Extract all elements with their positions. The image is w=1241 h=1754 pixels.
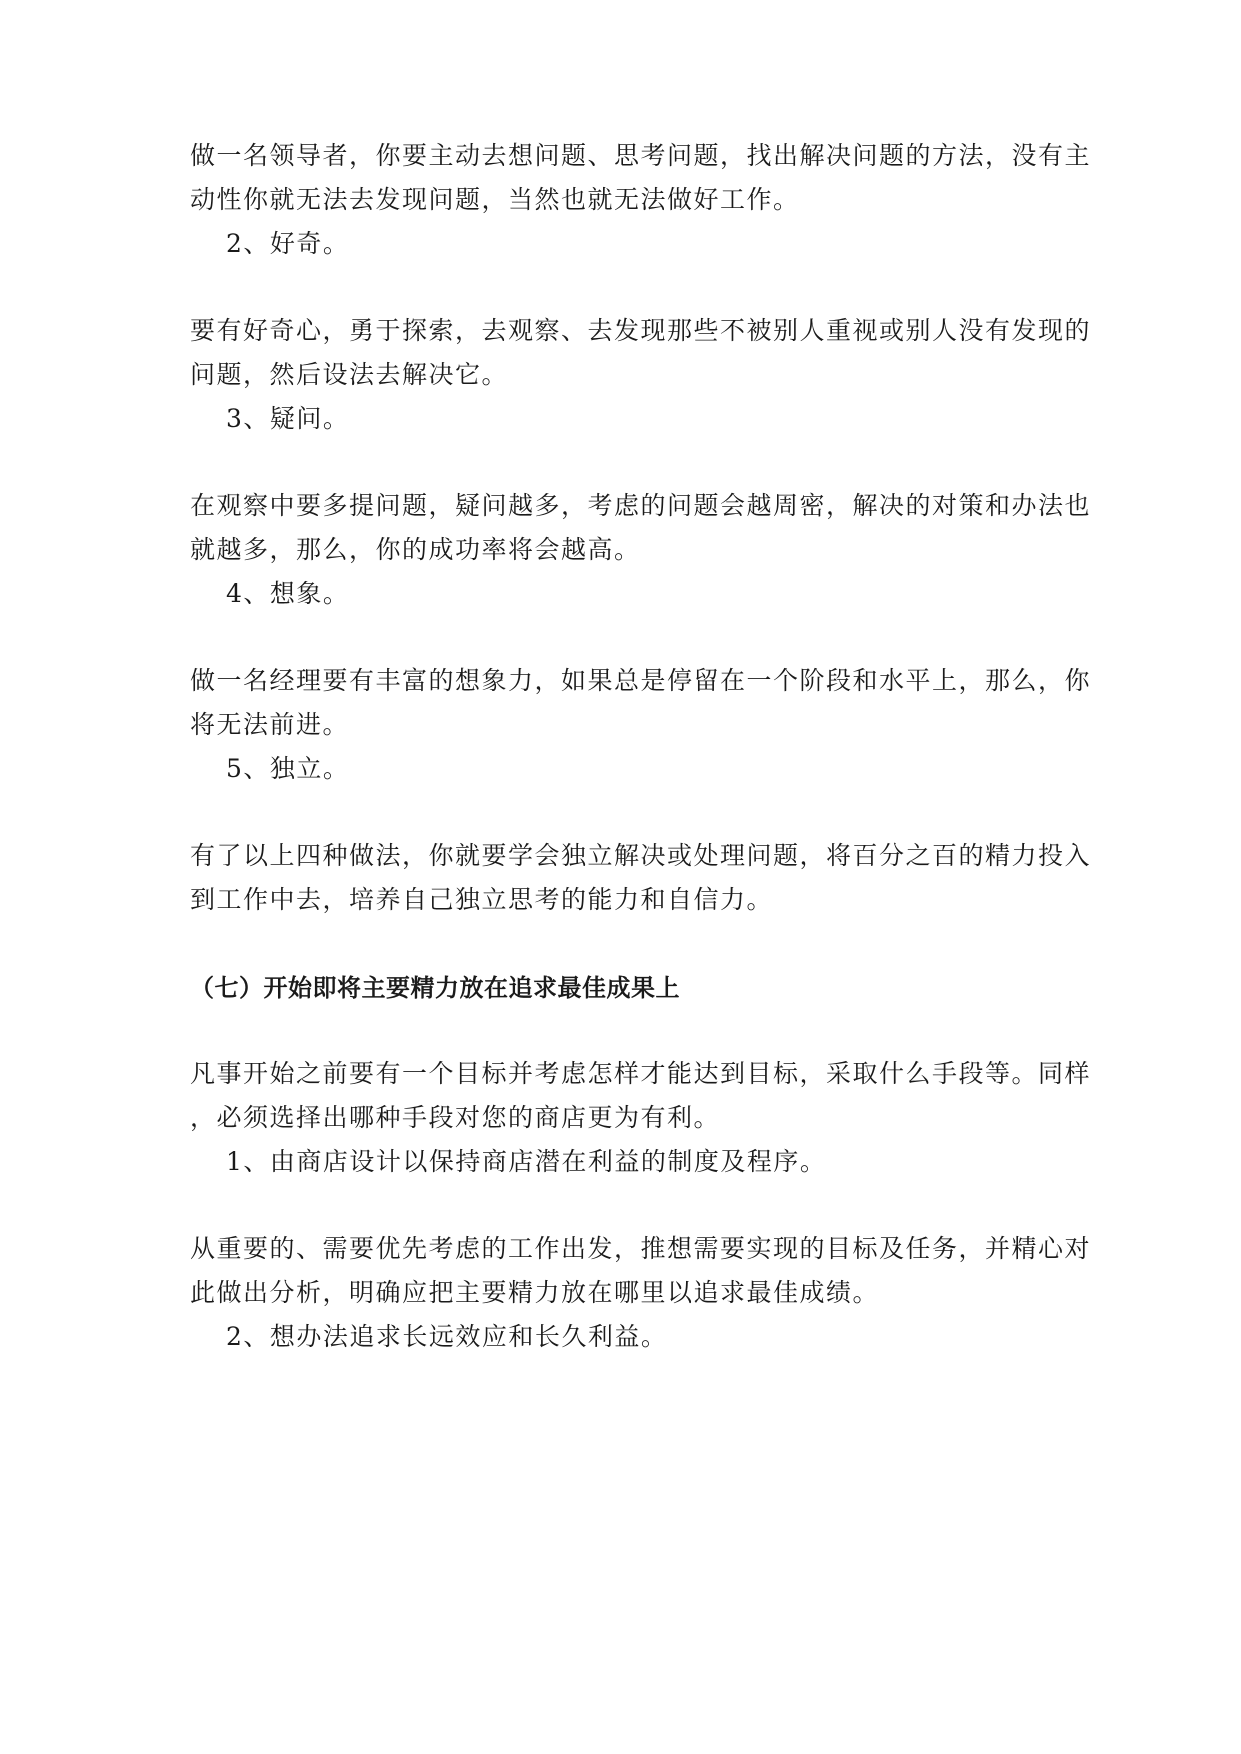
paragraph-line: 在观察中要多提问题，疑问越多，考虑的问题会越周密，解决的对策和办法也 (190, 491, 1092, 520)
paragraph-line: 到工作中去，培养自己独立思考的能力和自信力。 (190, 885, 774, 914)
paragraph-line: 问题，然后设法去解决它。 (190, 360, 509, 389)
paragraph-line: 要有好奇心，勇于探索，去观察、去发现那些不被别人重视或别人没有发现的 (190, 316, 1092, 345)
paragraph-line: 做一名经理要有丰富的想象力，如果总是停留在一个阶段和水平上，那么，你 (190, 666, 1092, 695)
paragraph-line: 凡事开始之前要有一个目标并考虑怎样才能达到目标，采取什么手段等。同样 (190, 1059, 1092, 1088)
list-item: 4、想象。 (226, 579, 350, 608)
paragraph-line: ，必须选择出哪种手段对您的商店更为有利。 (190, 1103, 721, 1132)
paragraph-line: 做一名领导者，你要主动去想问题、思考问题，找出解决问题的方法，没有主 (190, 141, 1092, 170)
list-item: 2、想办法追求长远效应和长久利益。 (226, 1322, 668, 1351)
paragraph-line: 动性你就无法去发现问题，当然也就无法做好工作。 (190, 185, 800, 214)
paragraph-line: 就越多，那么，你的成功率将会越高。 (190, 535, 641, 564)
section-heading: （七）开始即将主要精力放在追求最佳成果上 (190, 974, 680, 1002)
list-item: 3、疑问。 (226, 404, 350, 433)
paragraph-line: 从重要的、需要优先考虑的工作出发，推想需要实现的目标及任务，并精心对 (190, 1234, 1092, 1263)
paragraph-line: 此做出分析，明确应把主要精力放在哪里以追求最佳成绩。 (190, 1278, 880, 1307)
paragraph-line: 将无法前进。 (190, 710, 350, 739)
list-item: 5、独立。 (226, 754, 350, 783)
list-item: 2、好奇。 (226, 229, 350, 258)
paragraph-line: 有了以上四种做法，你就要学会独立解决或处理问题，将百分之百的精力投入 (190, 841, 1092, 870)
list-item: 1、由商店设计以保持商店潜在利益的制度及程序。 (226, 1147, 827, 1176)
